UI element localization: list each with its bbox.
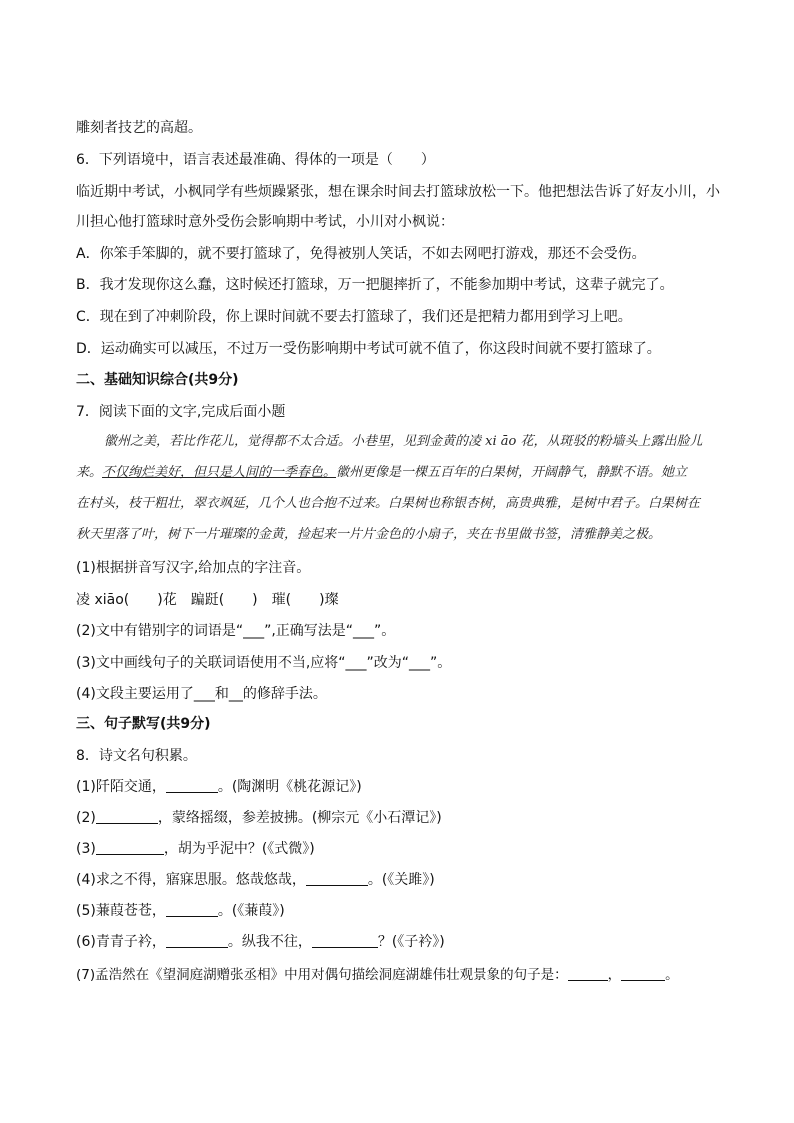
- answer-blank[interactable]: [312, 933, 378, 948]
- answer-blank[interactable]: [568, 966, 608, 981]
- question-8-2: [76, 808, 726, 828]
- question-8-3: [76, 839, 726, 859]
- answer-blank[interactable]: [621, 966, 665, 981]
- question-6-context: 川担心他打篮球时意外受伤会影响期中考试，小川对小枫说：: [76, 214, 454, 230]
- passage-line: [76, 426, 716, 457]
- question-7-stem: 7．阅读下面的文字,完成后面小题: [76, 404, 286, 420]
- text-line: 雕刻者技艺的高超。: [76, 120, 202, 136]
- question-text: 。(《蒹葭》): [217, 903, 285, 919]
- answer-blank[interactable]: [96, 840, 164, 855]
- question-text: ，胡为乎泥中？(《式微》): [163, 841, 315, 857]
- answer-blank[interactable]: [166, 933, 228, 948]
- question-8-1: [76, 777, 726, 797]
- question-text: 。(《关雎》): [367, 872, 435, 888]
- passage-text: 徽州更像是一棵五百年的白果树，开阔静气，静默不语。她立: [336, 465, 688, 480]
- passage-text: 徽州之美，若比作花儿，觉得都不太合适。小巷里，见到金黄的凌 xi āo 花，从斑驳的粉墙头上露出脸儿: [104, 434, 703, 449]
- question-text: 。(陶渊明《桃花源记》): [217, 779, 362, 795]
- passage-line: [76, 457, 716, 488]
- passage-text: 在村头，枝干粗壮，翠衣飒延，几个人也合抱不过来。白果树也称银杏树，高贵典雅，是树中君子。白果树在: [76, 496, 701, 511]
- answer-blank[interactable]: [166, 902, 218, 917]
- question-7-1-items: 凌 xiāo( )花 蹁跹( ) 璀( )璨: [76, 592, 339, 608]
- question-text: (7)孟浩然在《望洞庭湖赠张丞相》中用对偶句描绘洞庭湖雄伟壮观景象的句子是：: [76, 967, 568, 983]
- passage-text: 秋天里落了叶，树下一片璀璨的金黄，捡起来一片片金色的小扇子，夹在书里做书签，清雅静美之极。: [76, 527, 662, 542]
- question-text: ，: [607, 967, 622, 983]
- option-a: A．你笨手笨脚的，就不要打篮球了，免得被别人笑话，不如去网吧打游戏，那还不会受伤。: [76, 246, 646, 262]
- question-text: 。纵我不往，: [227, 934, 312, 950]
- option-b: B．我才发现你这么蠢，这时候还打篮球，万一把腿摔折了，不能参加期中考试，这辈子就完了。: [76, 277, 674, 293]
- option-c: C．现在到了冲刺阶段，你上课时间就不要去打篮球了，我们还是把精力都用到学习上吧。: [76, 309, 632, 325]
- answer-blank[interactable]: [96, 809, 158, 824]
- question-text: (2): [76, 810, 96, 826]
- question-text: (3): [76, 841, 96, 857]
- section-3-heading: 三、句子默写(共9分): [76, 716, 211, 732]
- question-text: (1)阡陌交通，: [76, 779, 166, 795]
- question-7-3: (3)文中画线句子的关联词语使用不当,应将“___”改为“___”。: [76, 655, 452, 671]
- question-8-6: [76, 932, 726, 952]
- section-2-heading: 二、基础知识综合(共9分): [76, 372, 239, 388]
- question-7-1: (1)根据拼音写汉字,给加点的字注音。: [76, 560, 311, 576]
- passage-text: 来。: [76, 465, 103, 480]
- passage-line: [76, 488, 716, 519]
- question-text: ，蒙络摇缀，参差披拂。(柳宗元《小石潭记》): [157, 810, 442, 826]
- question-text: (6)青青子衿，: [76, 934, 166, 950]
- question-text: 。: [665, 967, 679, 983]
- question-6-stem: 6．下列语境中，语言表述最准确、得体的一项是（ ）: [76, 152, 435, 168]
- question-8-7: [76, 965, 726, 985]
- question-text: (5)蒹葭苍苍，: [76, 903, 166, 919]
- question-7-4: (4)文段主要运用了___和__的修辞手法。: [76, 686, 327, 702]
- question-7-2: (2)文中有错别字的词语是“___”,正确写法是“___”。: [76, 623, 396, 639]
- question-text: ？(《子衿》): [377, 934, 445, 950]
- answer-blank[interactable]: [166, 778, 218, 793]
- question-text: (4)求之不得，寤寐思服。悠哉悠哉，: [76, 872, 306, 888]
- answer-blank[interactable]: [306, 871, 368, 886]
- question-8-4: [76, 870, 726, 890]
- option-d: D．运动确实可以减压，不过万一受伤影响期中考试可就不值了，你这段时间就不要打篮球了。: [76, 341, 661, 357]
- question-6-context: 临近期中考试，小枫同学有些烦躁紧张，想在课余时间去打篮球放松一下。他把想法告诉了好友小川，小: [76, 184, 720, 200]
- underlined-sentence: 不仅绚烂美好，但只是人间的一季春色。: [102, 465, 337, 480]
- question-8-5: [76, 901, 726, 921]
- reading-passage: [76, 426, 716, 550]
- question-8-stem: 8．诗文名句积累。: [76, 748, 197, 764]
- passage-line: [76, 519, 716, 550]
